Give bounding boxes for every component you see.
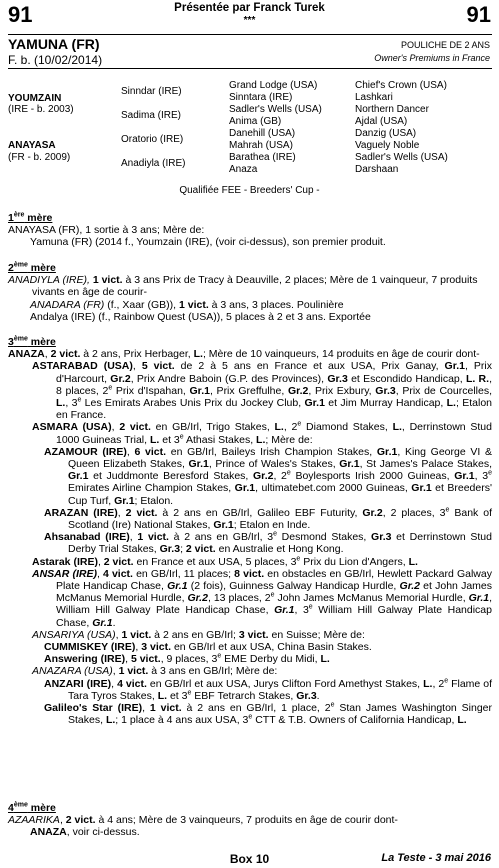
gen3-item: Mahrah (USA) bbox=[229, 140, 293, 151]
produce-ansariya: ANSARIYA (USA), 1 vict. à 2 ans en GB/Irl; 3 vict. en Suisse; Mère de: bbox=[32, 628, 365, 641]
dam-name: ANAYASA bbox=[8, 140, 56, 151]
lot-number-right: 91 bbox=[466, 2, 491, 27]
gen4-item: Danzig (USA) bbox=[355, 128, 417, 139]
header-rule bbox=[8, 34, 492, 35]
consignor-title: Présentée par Franck Turek bbox=[174, 2, 325, 14]
gen4-item: Vaguely Noble bbox=[355, 140, 420, 151]
produce-astarak: Astarak (IRE), 2 vict. en France et aux USA, 5 places, 3e Prix du Lion d'Angers, L. bbox=[32, 555, 418, 568]
gen3-item: Barathea (IRE) bbox=[229, 152, 296, 163]
first-dam-section bbox=[8, 212, 492, 249]
gen3-item: Anima (GB) bbox=[229, 116, 282, 127]
produce-cummiskey: CUMMISKEY (IRE), 3 vict. en GB/Irl et aux USA, China Basin Stakes. bbox=[44, 641, 372, 654]
third-dam-section bbox=[8, 336, 492, 727]
owner-premiums: Owner's Premiums in France bbox=[374, 53, 490, 63]
second-dam-produce: ANADARA (FR) (f., Xaar (GB)), 1 vict. à 3 ans, 3 places. Poulinière bbox=[30, 298, 344, 311]
box-number: Box 10 bbox=[229, 852, 270, 866]
gen4-item: Darshaan bbox=[355, 164, 399, 175]
produce-ansar: ANSAR (IRE), 4 vict. en GB/Irl, 11 places; 8 vict. en obstacles en GB/Irl, Hewlett Packard Galway Plate Handicap Chase, Gr.1 (2 fois), Guinness Galway Handicap Hurdle, Gr.2 et John James McManus Memorial Hurdle, Gr.2, 13 places, 2e John James McManus Memorial Hurdle, Gr.1, William Hill Galway Plate Handicap Chase, Gr.1, 3e William Hill Galway Plate Handicap Chase, Gr.1. bbox=[32, 567, 492, 629]
produce-anazara: ANAZARA (USA), 1 vict. à 3 ans en GB/Irl; Mère de: bbox=[32, 665, 278, 678]
lot-number-left: 91 bbox=[8, 2, 33, 27]
gen4-item: Lashkari bbox=[355, 92, 393, 103]
fourth-dam-section bbox=[8, 802, 492, 839]
gen3-item: Danehill (USA) bbox=[229, 128, 296, 139]
produce-asmara: ASMARA (USA), 2 vict. en GB/Irl, Trigo Stakes, L., 2e Diamond Stakes, L., Derrinstown Stud 1000 Guineas Trial, L. et 3e Athasi Stakes, L.; Mère de: bbox=[32, 420, 492, 446]
third-dam-title: 3ème mère bbox=[8, 335, 56, 348]
first-dam-produce: Yamuna (FR) (2014 f., Youmzain (IRE), (voir ci-dessus), son premier produit. bbox=[30, 236, 386, 249]
third-dam-line: ANAZA, 2 vict. à 2 ans, Prix Herbager, L.; Mère de 10 vainqueurs, 14 produits en âge de courir dont- bbox=[8, 348, 480, 361]
gen4-item: Chief's Crown (USA) bbox=[355, 80, 447, 91]
horse-name: YAMUNA (FR) bbox=[8, 36, 100, 52]
gen2-item: Oratorio (IRE) bbox=[121, 134, 184, 145]
second-dam-line: ANADIYLA (IRE), 1 vict. à 3 ans Prix de Tracy à Deauville, 2 places; Mère de 1 vainqueur, 7 produits vivants en âge de courir- bbox=[8, 274, 478, 299]
fourth-dam-line: AZAARIKA, 2 vict. à 4 ans; Mère de 3 vainqueurs, 7 produits en âge de courir dont- bbox=[8, 814, 398, 827]
second-dam-title: 2ème mère bbox=[8, 261, 56, 274]
dam-info: (FR - b. 2009) bbox=[8, 152, 71, 163]
horse-info: F. b. (10/02/2014) bbox=[8, 53, 103, 67]
produce-anzari: ANZARI (IRE), 4 vict. en GB/Irl et aux USA, Jurys Clifton Ford Amethyst Stakes, L., 2e Flame of Tara Tyros Stakes, L. et 3e EBF Tetrarch Stakes, Gr.3. bbox=[44, 677, 492, 702]
sire-info: (IRE - b. 2003) bbox=[8, 104, 74, 115]
fourth-dam-title: 4ème mère bbox=[8, 801, 56, 814]
second-dam-section bbox=[8, 262, 492, 323]
gen3-item: Sinntara (IRE) bbox=[229, 92, 293, 103]
gen2-item: Anadiyla (IRE) bbox=[121, 158, 186, 169]
gen3-item: Anaza bbox=[229, 164, 258, 175]
gen4-item: Ajdal (USA) bbox=[355, 116, 408, 127]
gen4-item: Sadler's Wells (USA) bbox=[355, 152, 448, 163]
category: POULICHE DE 2 ANS bbox=[400, 40, 490, 50]
gen3-item: Grand Lodge (USA) bbox=[229, 80, 318, 91]
produce-astarabad: ASTARABAD (USA), 5 vict. de 2 à 5 ans en France et aux USA, Prix Ganay, Gr.1, Prix d'Harcourt, Gr.2, Prix Andre Baboin (G.P. des Provinces), Gr.3 et Escondido Handicap, L. R., 8 places, 2e Prix d'Ispahan, Gr.1, Prix Greffulhe, Gr.2, Prix Exbury, Gr.3, Prix de Courcelles, L., 3e Les Emirats Arabes Unis Prix du Jockey Club, Gr.1 et Jim Murray Handicap, L.; Etalon en France. bbox=[32, 360, 493, 422]
gen2-item: Sinndar (IRE) bbox=[121, 86, 182, 97]
gen3-item: Sadler's Wells (USA) bbox=[229, 104, 322, 115]
second-dam-produce: Andalya (IRE) (f., Rainbow Quest (USA)), 5 places à 2 et 3 ans. Exportée bbox=[30, 310, 371, 323]
sale-place-date: La Teste - 3 mai 2016 bbox=[381, 852, 491, 864]
gen2-item: Sadima (IRE) bbox=[121, 110, 182, 121]
fourth-dam-produce: ANAZA, voir ci-dessus. bbox=[30, 826, 140, 839]
gen4-item: Northern Dancer bbox=[355, 104, 429, 115]
produce-ahsanabad: Ahsanabad (IRE), 1 vict. à 2 ans en GB/Irl, 3e Desmond Stakes, Gr.3 et Derrinstown Stud Derby Trial Stakes, Gr.3; 2 vict. en Australie et Hong Kong. bbox=[44, 530, 492, 556]
produce-answering: Answering (IRE), 5 vict., 9 places, 3e EME Derby du Midi, L. bbox=[44, 652, 330, 666]
produce-azamour: AZAMOUR (IRE), 6 vict. en GB/Irl, Baileys Irish Champion Stakes, Gr.1, King George VI & Queen Elizabeth Stakes, Gr.1, Prince of Wales's Stakes, Gr.1, St James's Palace Stakes, Gr.1 et Juddmonte Beresford Stakes, Gr.2, 2e Boylesports Irish 2000 Guineas, Gr.1, 3e Emirates Airline Champion Stakes, Gr.1, ultimatebet.com 2000 Guineas, Gr.1 et Breeders' Cup Turf, Gr.1; Etalon. bbox=[44, 445, 493, 507]
pedigree-rule bbox=[8, 68, 492, 69]
produce-galileos-star: Galileo's Star (IRE), 1 vict. à 2 ans en GB/Irl, 1 place, 2e Stan James Washington Singer Stakes, L.; 1 place à 4 ans aux USA, 3e CTT & T.B. Owners of California Handicap, L. bbox=[44, 701, 493, 727]
sire-name: YOUMZAIN bbox=[8, 93, 62, 104]
stars: *** bbox=[243, 15, 256, 26]
produce-arazan: ARAZAN (IRE), 2 vict. à 2 ans en GB/Irl, Galileo EBF Futurity, Gr.2, 2 places, 3e Bank of Scotland (Ire) National Stakes, Gr.1; Etalon en Inde. bbox=[44, 506, 492, 532]
first-dam-title: 1ère mère bbox=[8, 211, 53, 224]
qualification: Qualifiée FEE - Breeders' Cup - bbox=[179, 185, 320, 196]
first-dam-line: ANAYASA (FR), 1 sortie à 3 ans; Mère de: bbox=[8, 224, 205, 237]
